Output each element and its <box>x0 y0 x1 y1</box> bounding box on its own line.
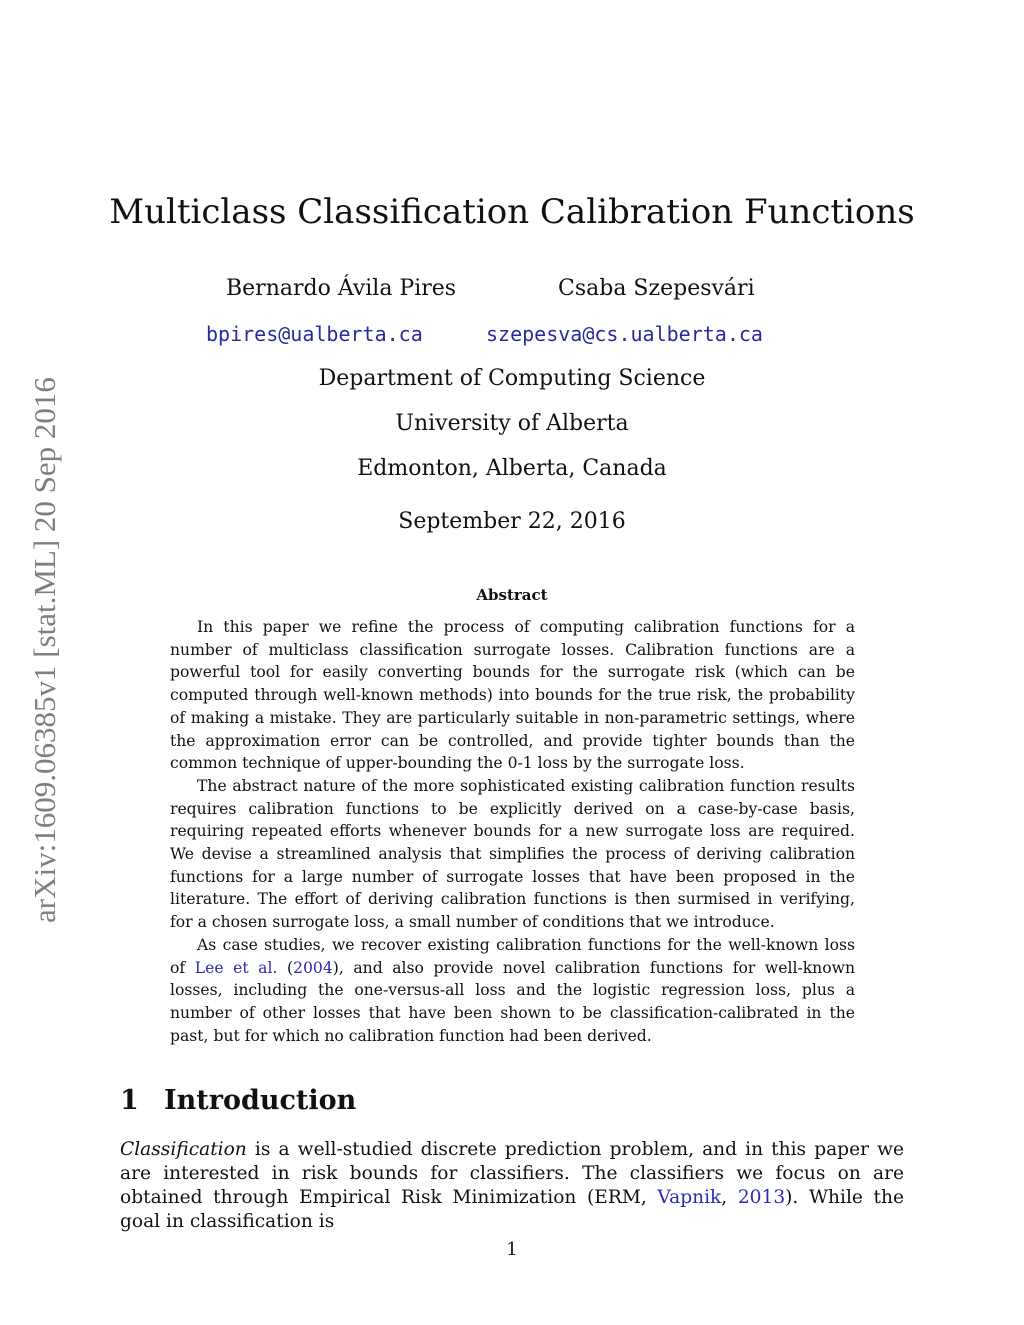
affiliation-department: Department of Computing Science <box>318 366 706 391</box>
paper-date: September 22, 2016 <box>398 509 626 534</box>
intro-text-2: ). While the goal in classification is <box>120 1187 904 1232</box>
intro-text-1: is a well-studied discrete prediction problem, and in this paper we are interested in risk bounds for classifiers. The classifiers we focus on are obtained through Empirical Risk Minimization (ERM, <box>120 1139 904 1208</box>
author-email-2[interactable]: szepesva@cs.ualberta.ca <box>486 322 763 346</box>
abstract-paragraph-2: The abstract nature of the more sophisticated existing calibration function results requires calibration functions to be explicitly derived on a case-by-case basis, requiring repeated efforts whenever bounds for a new surrogate loss are required. We devise a streamlined analysis that simplifies the process of deriving calibration functions for a large number of surrogate losses that have been proposed in the literature. The effort of deriving calibration functions is then surmised in verifying, for a chosen surrogate loss, a small number of conditions that we introduce. <box>170 776 855 932</box>
affiliation-university: University of Alberta <box>395 411 629 436</box>
section-title: Introduction <box>164 1085 357 1116</box>
section-heading <box>120 1082 356 1120</box>
arxiv-identifier-stamp: arXiv:1609.06385v1 [stat.ML] 20 Sep 2016 <box>27 377 62 923</box>
section-number: 1 <box>120 1085 139 1116</box>
abstract-paragraph-3 <box>170 934 855 1048</box>
affiliation-location: Edmonton, Alberta, Canada <box>357 456 667 481</box>
abstract-p3-paren: ( <box>277 958 294 977</box>
intro-paragraph <box>120 1138 904 1234</box>
abstract-heading: Abstract <box>476 586 548 604</box>
author-email-1[interactable]: bpires@ualberta.ca <box>206 322 423 346</box>
introduction-body <box>120 1138 904 1234</box>
author-name-1: Bernardo Ávila Pires <box>226 276 457 301</box>
abstract-paragraph-1: In this paper we refine the process of computing calibration functions for a number of multiclass classification surrogate losses. Calibration functions are a powerful tool for easily converting bounds for the surrogate risk (which can be computed through well-known methods) into bounds for the true risk, the probability of making a mistake. They are particularly suitable in non-parametric settings, where the approximation error can be controlled, and provide tighter bounds than the common technique of upper-bounding the 0-1 loss by the surrogate loss. <box>170 618 855 773</box>
citation-lee-year-link[interactable]: 2004 <box>293 958 333 977</box>
paper-title: Multiclass Classification Calibration Functions <box>109 192 915 232</box>
abstract-p3-text-before: As case studies, we recover existing calibration functions for the well-known loss of <box>170 935 855 977</box>
intro-italic-term: Classification <box>120 1139 247 1160</box>
page-number: 1 <box>506 1239 518 1260</box>
citation-vapnik-author-link[interactable]: Vapnik <box>657 1187 722 1208</box>
abstract-body <box>170 616 855 1047</box>
citation-lee-author-link[interactable]: Lee et al. <box>194 958 278 977</box>
author-name-2: Csaba Szepesvári <box>558 276 755 301</box>
abstract-p3-text-after: ), and also provide novel calibration functions for well-known losses, including the one-versus-all loss and the logistic regression loss, plus a number of other losses that have been shown to be classification-calibrated in the past, but for which no calibration function had been derived. <box>170 958 856 1045</box>
citation-vapnik-year-link[interactable]: 2013 <box>737 1187 786 1208</box>
intro-comma: , <box>721 1187 738 1208</box>
